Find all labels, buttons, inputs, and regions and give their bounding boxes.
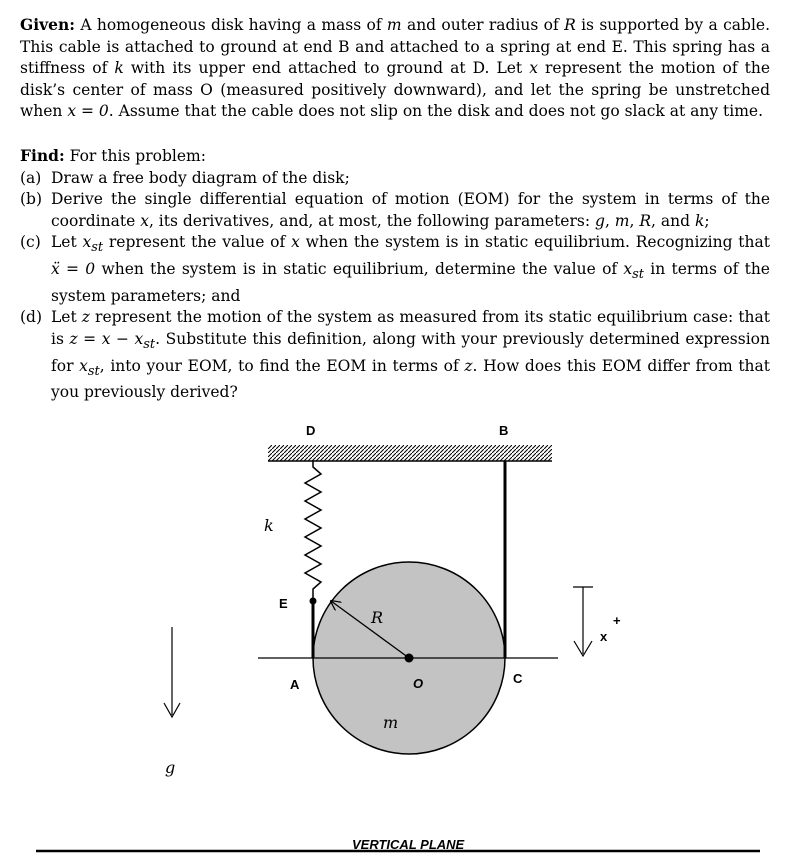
text-run: Let [51,233,83,252]
math-subscript-st: st [91,240,104,256]
math-subscript-st: st [143,337,156,353]
math-r: R [639,211,652,230]
text-run: represent the value of [103,233,292,252]
given-x: x [529,59,538,78]
text-run: in terms of the system parameters; and [51,260,770,305]
text-run: when the system is in static equilibrium, determine the value of [95,260,624,279]
given-text: is supported by a cable. This cable is attached to ground at end B and attached to a spring at end E. This spring has a stiffness of [20,16,770,78]
find-intro: For this problem: [64,147,206,165]
text-run: when the system is in static equilibrium. Recognizing that [299,233,770,252]
label-g: g [165,758,176,777]
center-o [405,654,414,663]
given-text: with its upper end attached to ground at D. Let [123,59,530,78]
spring [305,461,321,601]
find-item-d [20,307,770,404]
find-item-c [20,232,770,307]
item-label: (a) [20,168,42,187]
math-z: z [81,308,90,327]
math-subscript-st: st [632,267,644,283]
item-text [51,232,770,307]
item-label: (d) [20,308,43,327]
find-section [20,145,770,404]
text-run: Let [51,308,82,327]
item-label: (c) [20,233,41,252]
label-x: x [600,629,608,644]
label-e: E [279,596,288,611]
given-label: Given: [20,15,75,34]
caption-vertical-plane: VERTICAL PLANE [352,837,465,852]
find-item-b [20,189,770,232]
label-r: R [371,608,384,627]
math-x: x [140,211,149,230]
item-label: (b) [20,190,43,209]
math-z-definition: z = x − x [69,329,144,348]
given-k: k [114,59,124,78]
find-item-a [20,168,770,190]
item-text [51,307,770,404]
given-x-zero: x = 0 [67,102,109,121]
text-run: , and [651,211,695,230]
disk-spring-figure [0,405,788,854]
given-text: represent the motion of the disk’s center of mass O (measured positively downward), and let the spring be unstretched when [20,59,770,121]
label-k: k [264,516,274,535]
text-run: . Substitute this definition, along with your previously determined expression for [51,329,770,375]
math-x: x [79,356,88,375]
text-run: , [629,211,640,230]
label-d: D [306,423,316,438]
find-heading [20,145,770,168]
math-subscript-st: st [87,363,100,379]
label-m: m [383,713,399,732]
given-m: m [386,16,402,34]
ground-hatch [268,445,552,461]
math-g: g [595,211,605,230]
math-x: x [291,233,300,252]
text-run: , its derivatives, and, at most, the following parameters: [148,211,595,230]
spring-end-e [310,598,317,605]
text-run: , [604,211,615,230]
label-a: A [290,677,300,692]
math-m: m [614,211,630,230]
given-paragraph [20,14,770,123]
given-text: and outer radius of [401,16,565,34]
given-text: A homogeneous disk having a mass of [74,16,387,34]
label-b: B [499,423,509,438]
given-text: . Assume that the cable does not slip on the disk and does not go slack at any time. [108,102,764,121]
label-o: O [413,676,424,691]
math-x: x [82,233,92,252]
text-run: represent the motion of the system as measured from its static equilibrium case: that is [51,308,771,348]
label-c: C [513,671,523,686]
item-text [51,189,770,232]
text-run: Derive the single differential equation of motion (EOM) for the system in terms of the coordinate [51,190,770,230]
given-r: R [564,16,576,34]
text-run: ; [704,211,710,230]
math-xddot-zero: ẍ = 0 [51,260,96,279]
label-plus: + [613,613,621,628]
find-label: Find: [20,146,65,165]
item-text: Draw a free body diagram of the disk; [51,168,350,187]
text-run: . How does this EOM differ from that you previously derived? [51,356,771,402]
math-k: k [694,211,705,230]
text-run: , into your EOM, to find the EOM in terms of [99,356,465,375]
math-z: z [464,356,473,375]
math-x: x [623,260,633,279]
